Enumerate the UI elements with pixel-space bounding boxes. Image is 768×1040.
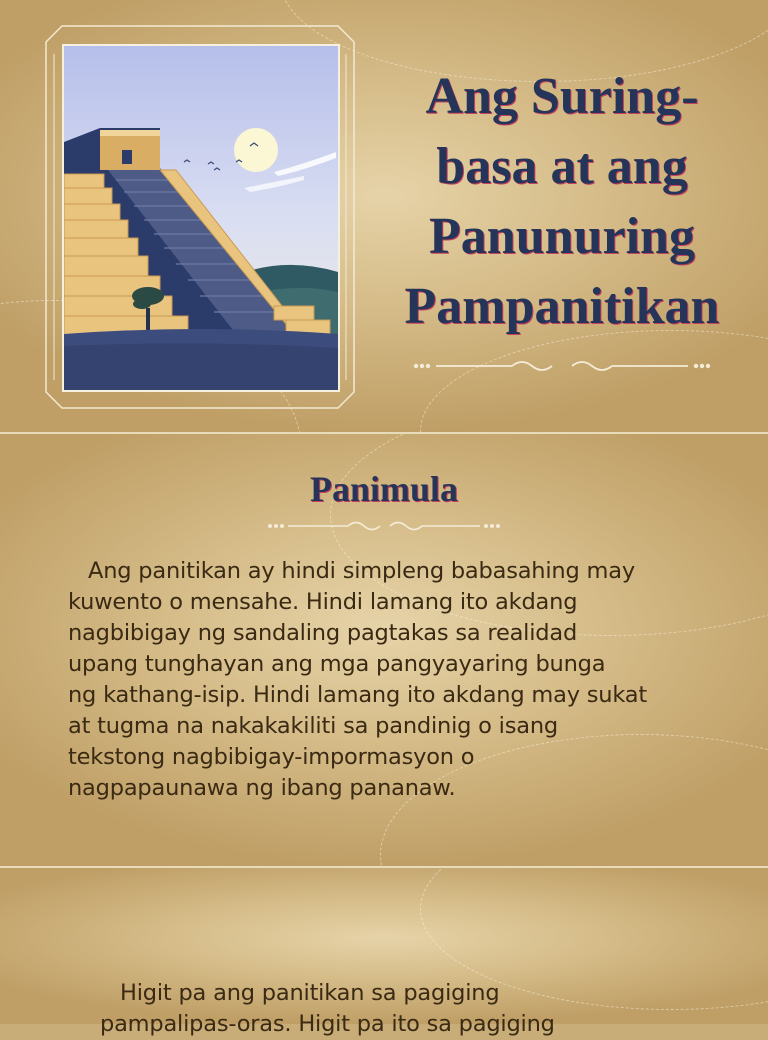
continuation-paragraph: [100, 978, 720, 1040]
paragraph-line: at tugma na nakakakiliti sa pandinig o isang: [68, 713, 558, 739]
paragraph-line: upang tunghayan ang mga pangyayaring bunga: [68, 651, 606, 677]
paragraph-line: pampalipas-oras. Higit pa ito sa pagiging: [100, 1011, 555, 1037]
paragraph-line: tekstong nagbibigay-impormasyon o: [68, 744, 475, 770]
pyramid-illustration: [62, 44, 340, 392]
title-line: Panunuring: [429, 208, 695, 265]
intro-paragraph: [68, 556, 718, 804]
pyramid-temple-illustration: [64, 46, 338, 390]
paragraph-line: nagbibigay ng sandaling pagtakas sa realidad: [68, 620, 578, 646]
decorative-swirl: [420, 330, 768, 432]
paragraph-line: Higit pa ang panitikan sa pagiging: [120, 980, 500, 1006]
paragraph-line: nagpapaunawa ng ibang pananaw.: [68, 775, 456, 801]
ornament-divider: [266, 516, 502, 536]
title-line: Pampanitikan: [404, 278, 720, 335]
section-heading: Panimula: [309, 469, 459, 509]
paragraph-line: ng kathang-isip. Hindi lamang ito akdang may sukat: [68, 682, 647, 708]
title-line: basa at ang: [436, 138, 688, 195]
title-line: Ang Suring-: [425, 68, 699, 125]
slide-title: [372, 62, 752, 342]
paragraph-line: Ang panitikan ay hindi simpleng babasahing may: [88, 558, 635, 584]
paragraph-line: kuwento o mensahe. Hindi lamang ito akdang: [68, 589, 578, 615]
ornament-divider: [412, 356, 712, 376]
